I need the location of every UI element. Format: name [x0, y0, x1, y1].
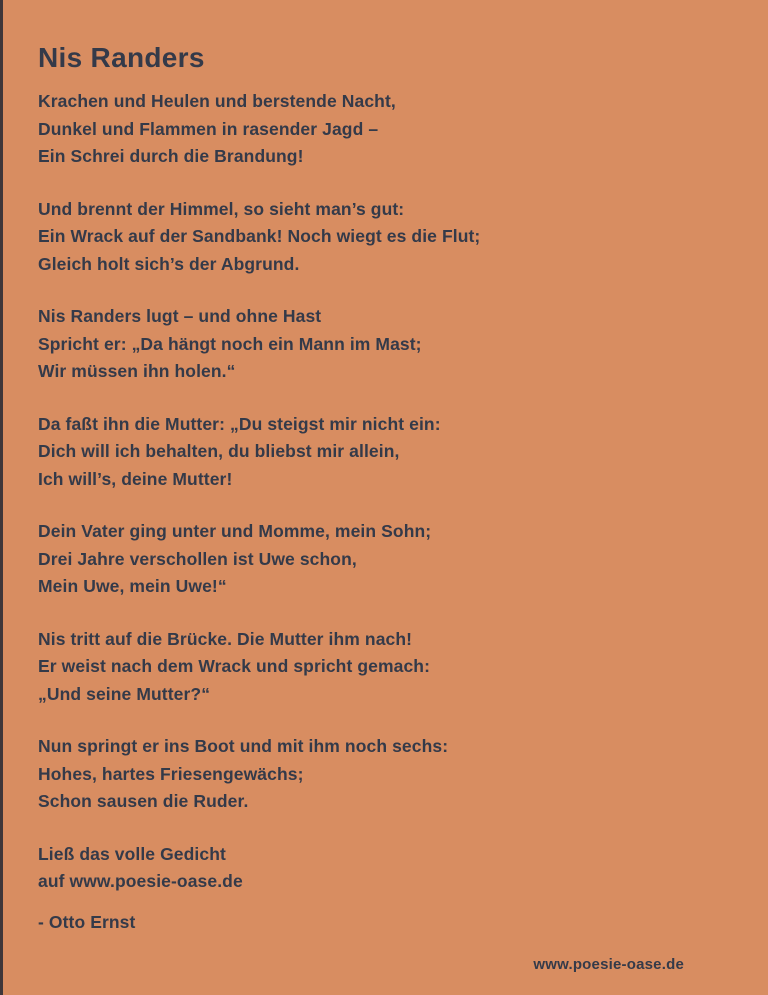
poem-line: Und brennt der Himmel, so sieht man’s gut:	[38, 198, 405, 219]
poem-line: Nis tritt auf die Brücke. Die Mutter ihm nach!	[38, 628, 413, 649]
left-edge-strip	[0, 0, 3, 995]
stanza-4	[38, 411, 728, 494]
poem-line: Ein Wrack auf der Sandbank! Noch wiegt es die Flut;	[38, 226, 481, 246]
stanza-5	[38, 518, 728, 601]
poem-line: „Und seine Mutter?“	[38, 683, 211, 704]
poem-line: Krachen und Heulen und berstende Nacht,	[38, 91, 396, 111]
watermark: www.poesie-oase.de	[533, 956, 684, 973]
stanza-6	[38, 626, 728, 709]
poem-line: Da faßt ihn die Mutter: „Du steigst mir nicht ein:	[38, 413, 441, 434]
stanza-1	[38, 88, 728, 171]
stanza-3	[38, 303, 728, 386]
poem-title: Nis Randers	[38, 42, 205, 73]
poem-line: Mein Uwe, mein Uwe!“	[38, 576, 227, 596]
poem-line: Hohes, hartes Friesengewächs;	[38, 763, 304, 784]
poem-line: Spricht er: „Da hängt noch ein Mann im Mast;	[38, 333, 422, 354]
author-line: - Otto Ernst	[38, 911, 136, 932]
stanza-2	[38, 196, 728, 279]
poem-line: Dich will ich behalten, du bliebst mir allein,	[38, 441, 400, 461]
poem-line: Nis Randers lugt – und ohne Hast	[38, 306, 322, 326]
poem-line: Schon sausen die Ruder.	[38, 791, 249, 811]
poem-line: Dunkel und Flammen in rasender Jagd –	[38, 118, 379, 139]
poem-line: Drei Jahre verschollen ist Uwe schon,	[38, 548, 357, 569]
footer-note	[38, 841, 728, 896]
footer-site-text: auf www.poesie-oase.de	[38, 871, 243, 891]
poem-line: Dein Vater ging unter und Momme, mein Sohn;	[38, 521, 432, 541]
poem-line: Er weist nach dem Wrack und spricht gemach:	[38, 656, 430, 676]
poem-line: Wir müssen ihn holen.“	[38, 361, 236, 381]
poem-line: Ich will’s, deine Mutter!	[38, 468, 233, 489]
stanza-7	[38, 733, 728, 816]
poem-line: Gleich holt sich’s der Abgrund.	[38, 253, 300, 274]
poem-line: Ein Schrei durch die Brandung!	[38, 146, 304, 166]
footer-line: Ließ das volle Gedicht	[38, 843, 226, 864]
poem-line: Nun springt er ins Boot und mit ihm noch sechs:	[38, 736, 449, 756]
